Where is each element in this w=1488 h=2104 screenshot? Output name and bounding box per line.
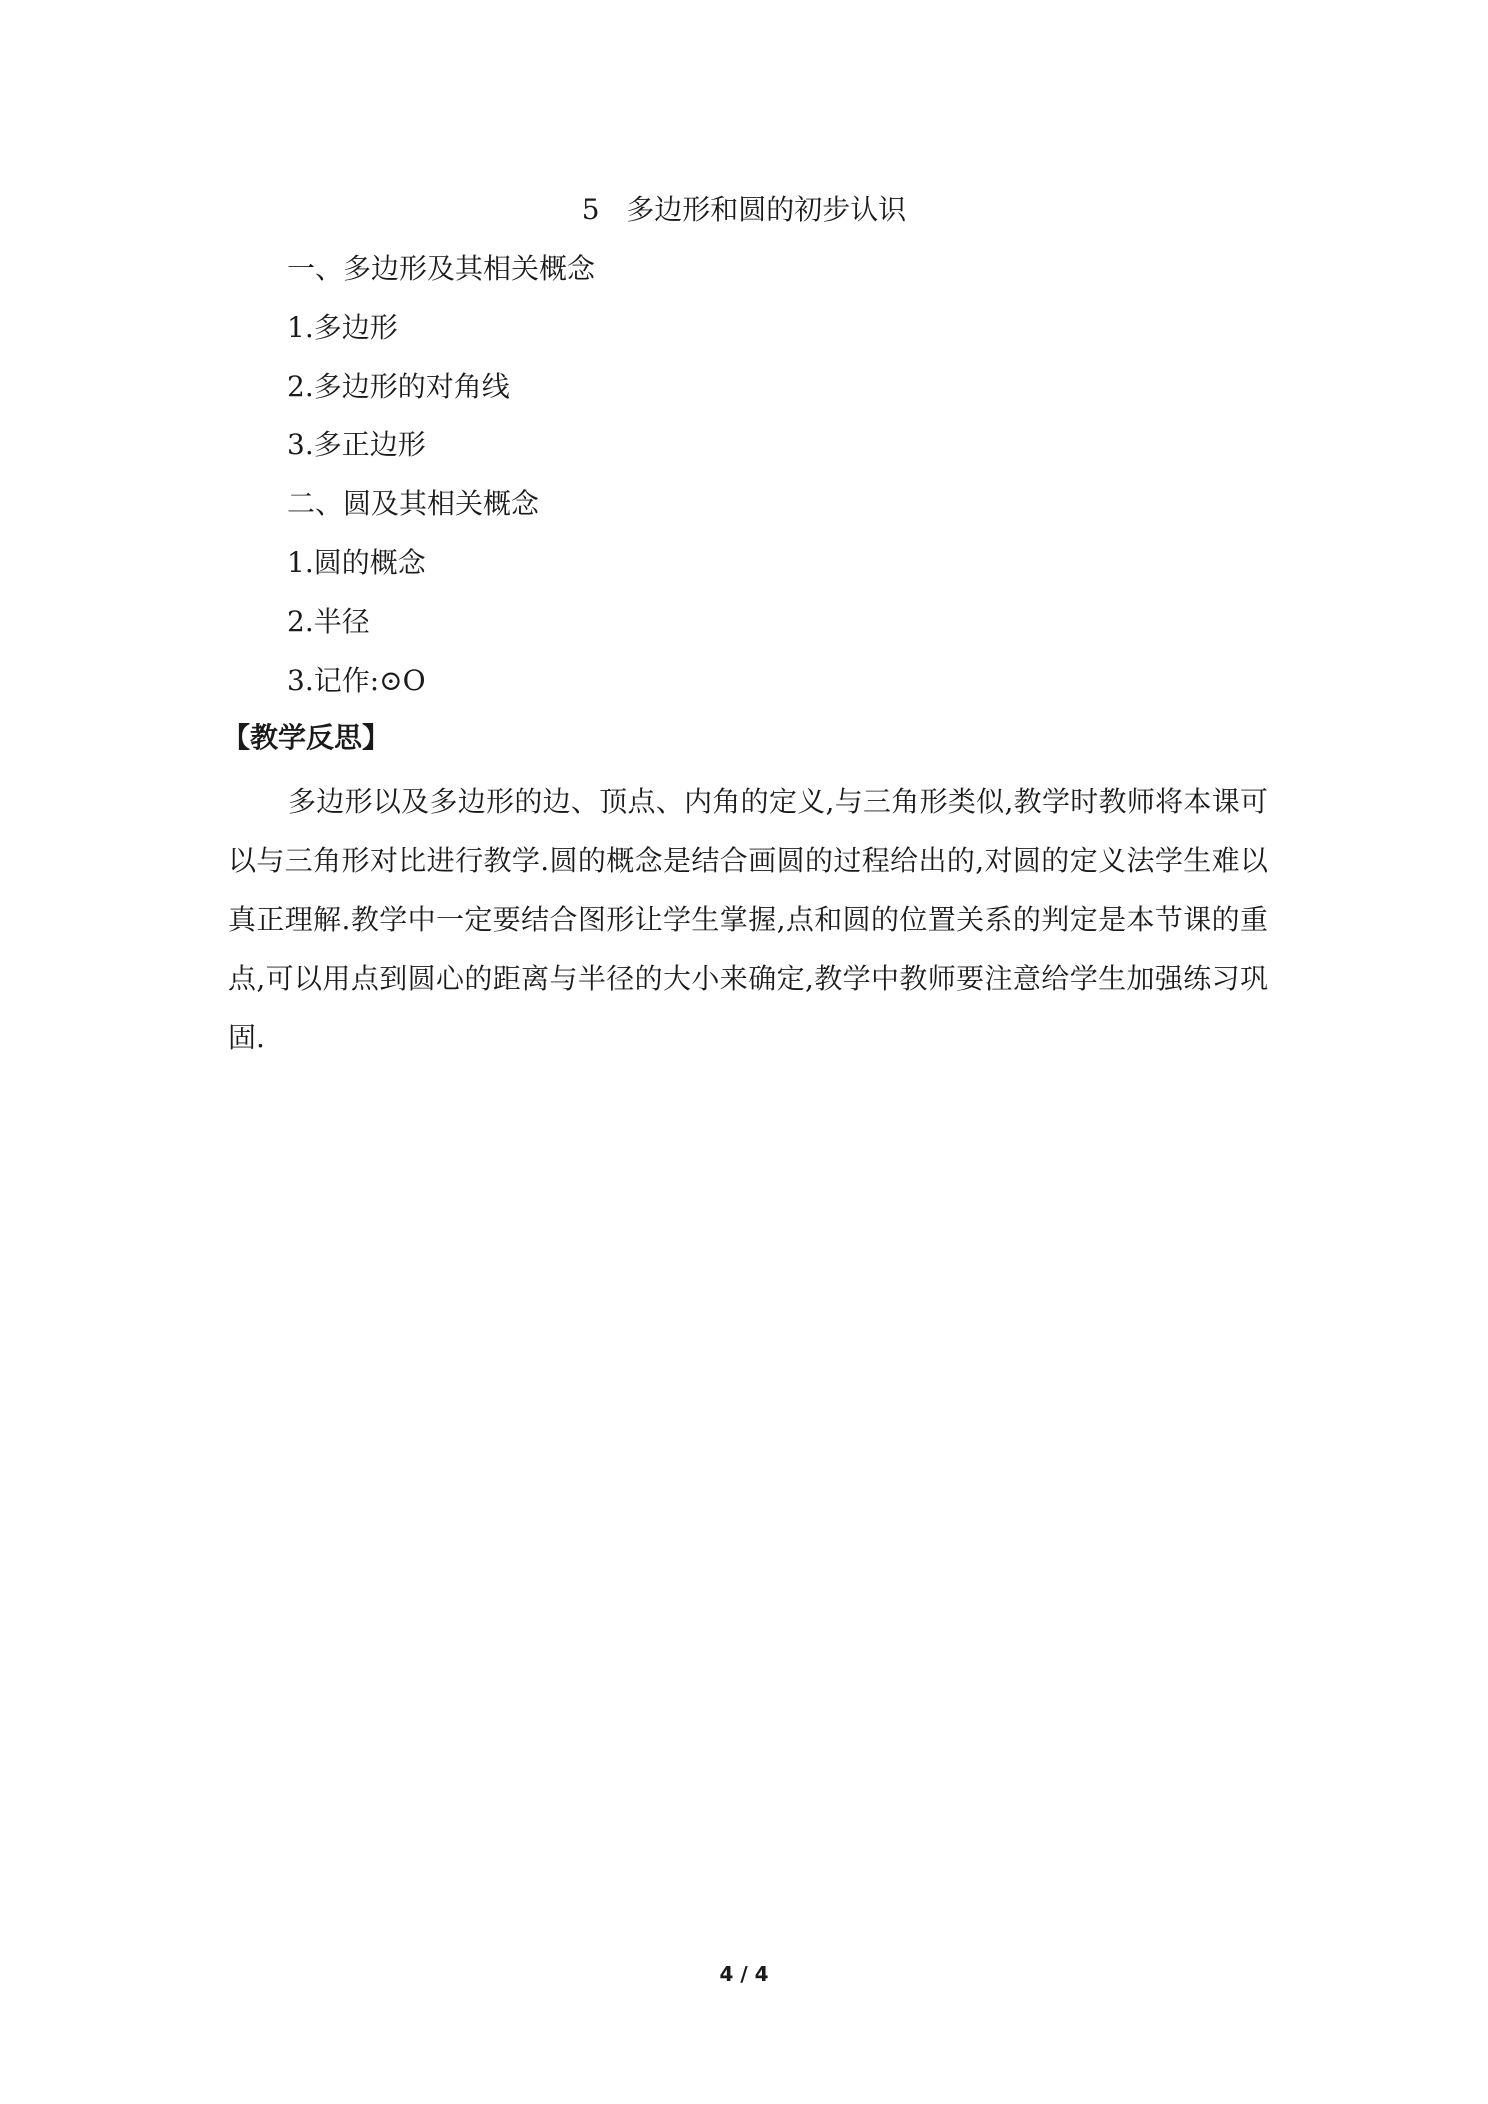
page-title: 5 多边形和圆的初步认识 xyxy=(581,193,907,226)
outline-item-diagonal: 2.多边形的对角线 xyxy=(287,370,510,403)
outline-heading-circle: 二、圆及其相关概念 xyxy=(287,487,540,520)
outline-item-polygon: 1.多边形 xyxy=(287,311,398,344)
outline-item-regular-polygon: 3.多正边形 xyxy=(287,428,426,461)
outline-heading-polygon: 一、多边形及其相关概念 xyxy=(287,252,596,285)
outline-item-radius: 2.半径 xyxy=(287,605,370,638)
reflection-heading: 【教学反思】 xyxy=(222,721,391,754)
page-number: 4 / 4 xyxy=(719,1962,769,1986)
outline-item-notation: 3.记作:⊙O xyxy=(287,664,426,697)
reflection-paragraph: 多边形以及多边形的边、顶点、内角的定义,与三角形类似,教学时教师将本课可以与三角形对比进行教学.圆的概念是结合画圆的过程给出的,对圆的定义法学生难以真正理解.教学中一定要结合图形让学生掌握,点和圆的位置关系的判定是本节课的重点,可以用点到圆心的距离与半径的大小来确定,教学中教师要注意给学生加强练习巩固. xyxy=(228,785,1268,1054)
outline-item-circle-concept: 1.圆的概念 xyxy=(287,546,426,579)
